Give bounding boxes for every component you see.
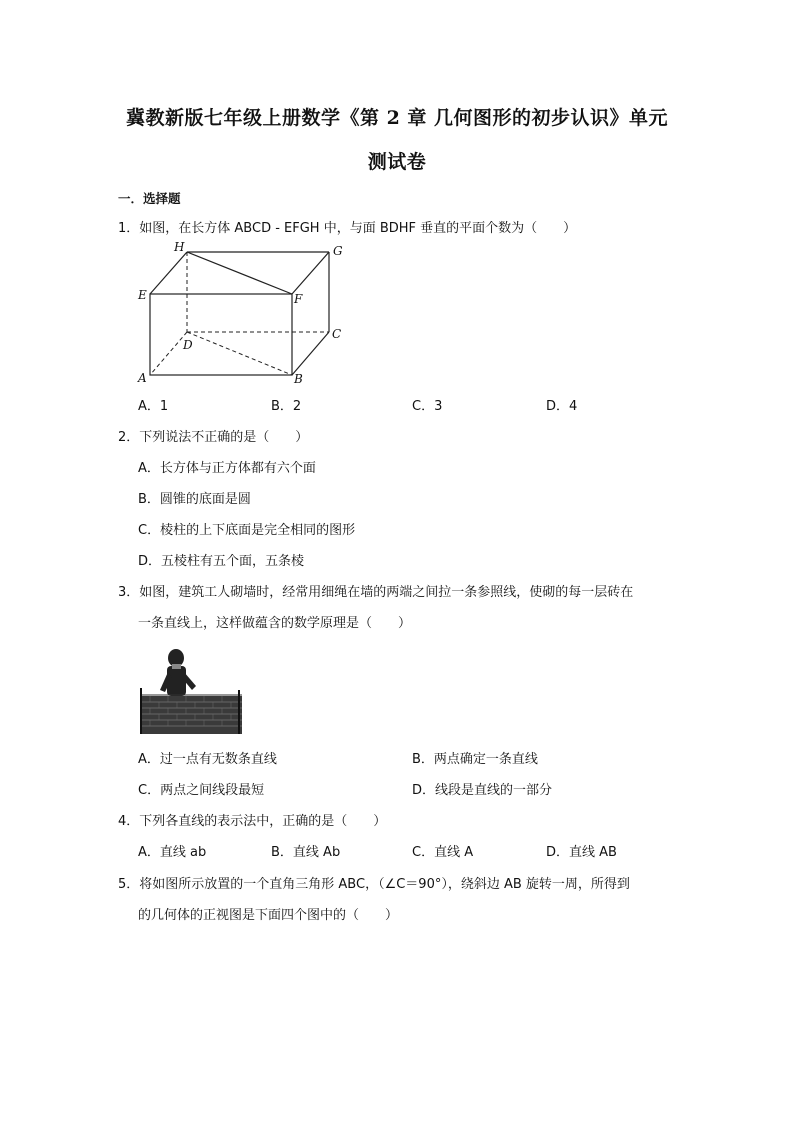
- question-3-stem: 3．如图，建筑工人砌墙时，经常用细绳在墙的两端之间拉一条参照线，使砌的每一层砖在: [118, 585, 634, 600]
- vertex-label-g: G: [333, 244, 343, 258]
- vertex-label-h: H: [174, 240, 185, 254]
- section-heading: 一．选择题: [118, 191, 181, 206]
- vertex-label-f: F: [294, 292, 303, 306]
- q2-option-c[interactable]: C．棱柱的上下底面是完全相同的图形: [138, 523, 356, 538]
- q2-option-a[interactable]: A．长方体与正方体都有六个面: [138, 461, 316, 476]
- q1-option-c[interactable]: C．3: [412, 399, 443, 414]
- question-5-stem: 5．将如图所示放置的一个直角三角形 ABC，（∠C＝90°），绕斜边 AB 旋转一周，所得到: [118, 877, 630, 892]
- question-3-stem-continued: 一条直线上，这样做蕴含的数学原理是（ ）: [138, 616, 412, 631]
- question-4-stem: 4．下列各直线的表示法中，正确的是（ ）: [118, 814, 387, 829]
- question-5-stem-continued: 的几何体的正视图是下面四个图中的（ ）: [138, 908, 399, 923]
- cuboid-figure: [135, 238, 350, 388]
- q2-option-d[interactable]: D．五棱柱有五个面，五条棱: [138, 554, 305, 569]
- q3-option-c[interactable]: C．两点之间线段最短: [138, 783, 265, 798]
- q1-option-a[interactable]: A．1: [138, 399, 169, 414]
- q3-option-b[interactable]: B．两点确定一条直线: [412, 752, 538, 767]
- page-title-continued: 测试卷: [367, 151, 427, 173]
- q4-option-b[interactable]: B．直线 Ab: [271, 845, 341, 860]
- q4-option-c[interactable]: C．直线 A: [412, 845, 474, 860]
- q1-option-b[interactable]: B．2: [271, 399, 302, 414]
- q3-option-d[interactable]: D．线段是直线的一部分: [412, 783, 553, 798]
- page-title: 冀教新版七年级上册数学《第 2 章 几何图形的初步认识》单元: [125, 107, 669, 129]
- bricklayer-photo: [138, 640, 244, 736]
- q1-option-d[interactable]: D．4: [546, 399, 578, 414]
- vertex-label-e: E: [138, 288, 147, 302]
- q4-option-d[interactable]: D．直线 AB: [546, 845, 617, 860]
- q2-option-b[interactable]: B．圆锥的底面是圆: [138, 492, 251, 507]
- question-2-stem: 2．下列说法不正确的是（ ）: [118, 430, 309, 445]
- vertex-label-d: D: [183, 338, 193, 352]
- q3-option-a[interactable]: A．过一点有无数条直线: [138, 752, 277, 767]
- vertex-label-c: C: [332, 327, 342, 341]
- question-1-stem: 1．如图，在长方体 ABCD - EFGH 中，与面 BDHF 垂直的平面个数为（ ）: [118, 221, 577, 236]
- vertex-label-a: A: [138, 371, 147, 385]
- vertex-label-b: B: [294, 372, 303, 386]
- q4-option-a[interactable]: A．直线 ab: [138, 845, 207, 860]
